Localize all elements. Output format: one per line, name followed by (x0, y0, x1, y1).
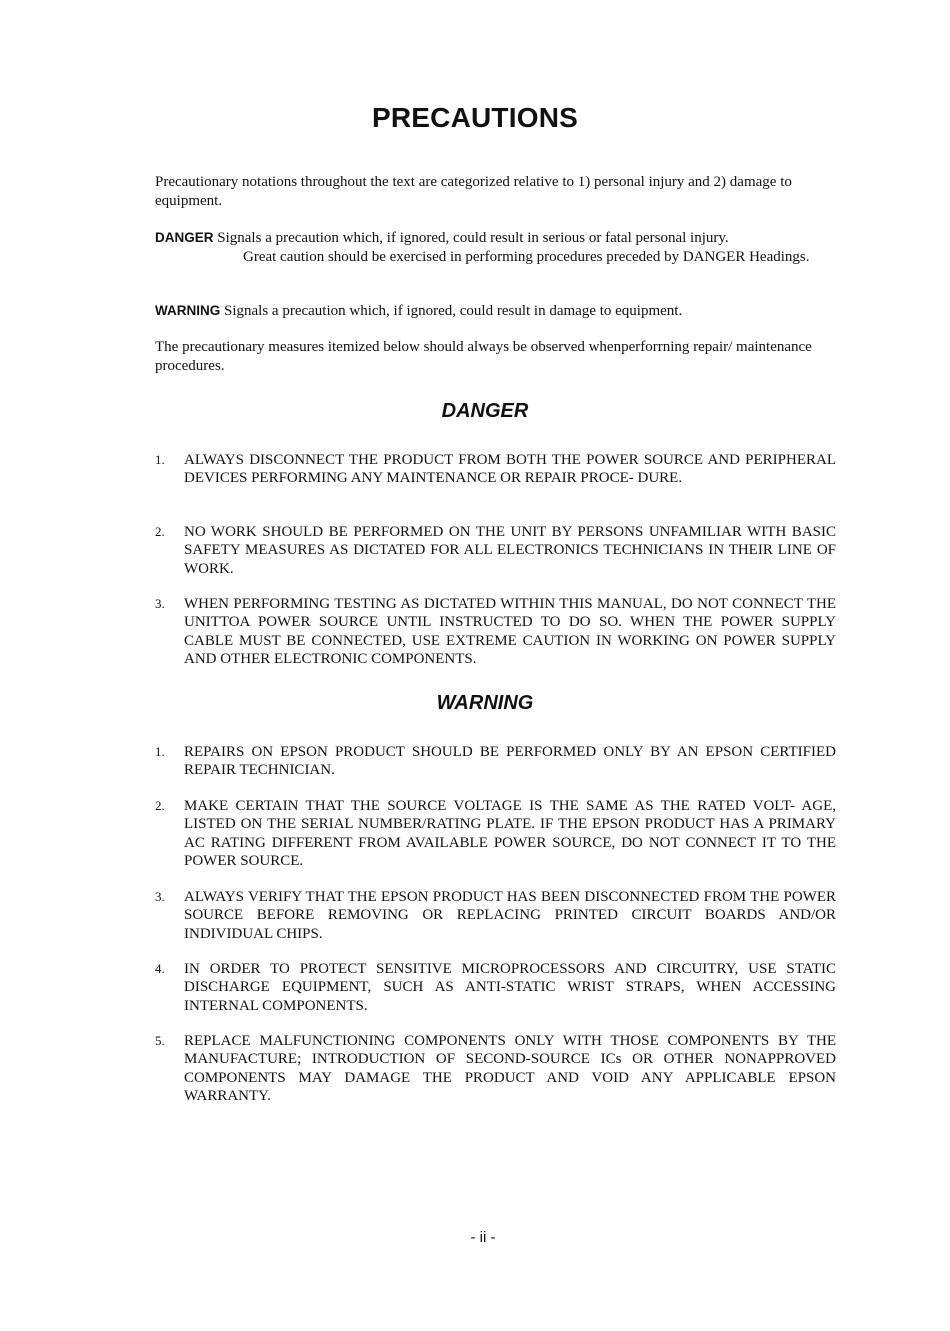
item-number: 1. (155, 452, 165, 467)
item-text: REPLACE MALFUNCTIONING COMPONENTS ONLY WITH THOSE COMPONENTS BY THE MANUFACTURE; INTRODUCTION OF SECOND-SOURCE ICs OR OTHER NONAPPROVED COMPONENTS MAY DAMAGE THE PRODUCT AND VOID ANY APPLICABLE EPSON WARRANTY. (184, 1033, 836, 1104)
item-number: 3. (155, 889, 165, 904)
item-number: 2. (155, 798, 165, 813)
warning-definition-text: Signals a precaution which, if ignored, could result in damage to equipment. (224, 303, 683, 319)
danger-definition-rest: Great caution should be exercised in performing procedures preceded by DANGER Headings. (243, 249, 810, 265)
intro-paragraph: Precautionary notations throughout the text are categorized relative to 1) personal injury and 2) damage to equipment. (155, 174, 792, 209)
danger-definition-first: Signals a precaution which, if ignored, could result in serious or fatal personal injury. (217, 230, 729, 246)
item-number: 5. (155, 1033, 165, 1048)
warning-definition (155, 301, 845, 321)
page-title: PRECAUTIONS (372, 102, 578, 133)
danger-definition-label: DANGER (155, 230, 214, 245)
warning-heading: WARNING (436, 692, 534, 714)
item-number: 1. (155, 744, 165, 759)
item-text: ALWAYS VERIFY THAT THE EPSON PRODUCT HAS BEEN DISCONNECTED FROM THE POWER SOURCE BEFORE REMOVING OR REPLACING PRINTED CIRCUIT BOARDS AND/OR INDIVIDUAL CHIPS. (184, 889, 836, 942)
danger-definition (155, 228, 837, 267)
item-number: 4. (155, 961, 165, 976)
item-text: NO WORK SHOULD BE PERFORMED ON THE UNIT BY PERSONS UNFAMILIAR WITH BASIC SAFETY MEASURES AS DICTATED FOR ALL ELECTRONICS TECHNICIANS IN THEIR LINE OF WORK. (184, 524, 836, 577)
item-number: 3. (155, 596, 165, 611)
item-text: MAKE CERTAIN THAT THE SOURCE VOLTAGE IS THE SAME AS THE RATED VOLT- AGE, LISTED ON THE SERIAL NUMBER/RATING PLATE. IF THE EPSON PRODUCT HAS A PRIMARY AC RATING DIFFERENT FROM AVAILABLE POWER SOURCE, DO NOT CONNECT IT TO THE POWER SOURCE. (184, 798, 836, 869)
item-text: REPAIRS ON EPSON PRODUCT SHOULD BE PERFORMED ONLY BY AN EPSON CERTIFIED REPAIR TECHNICIAN. (184, 744, 836, 779)
item-text: ALWAYS DISCONNECT THE PRODUCT FROM BOTH THE POWER SOURCE AND PERIPHERAL DEVICES PERFORMING ANY MAINTENANCE OR REPAIR PROCE- DURE. (184, 452, 836, 487)
page-number: - ii - (470, 1229, 496, 1246)
warning-definition-label: WARNING (155, 303, 221, 318)
item-text: WHEN PERFORMING TESTING AS DICTATED WITHIN THIS MANUAL, DO NOT CONNECT THE UNITTOA POWER SOURCE UNTIL INSTRUCTED TO DO SO. WHEN THE POWER SUPPLY CABLE MUST BE CONNECTED, USE EXTREME CAUTION IN WORKING ON POWER SUPPLY AND OTHER ELECTRONIC COMPONENTS. (184, 596, 836, 667)
measures-note: The precautionary measures itemized below should always be observed whenperforrning repair/ maintenance procedures. (155, 339, 812, 374)
item-number: 2. (155, 524, 165, 539)
danger-heading: DANGER (441, 400, 529, 422)
item-text: IN ORDER TO PROTECT SENSITIVE MICROPROCESSORS AND CIRCUITRY, USE STATIC DISCHARGE EQUIPMENT, SUCH AS ANTI-STATIC WRIST STRAPS, WHEN ACCESSING INTERNAL COMPONENTS. (184, 961, 836, 1014)
